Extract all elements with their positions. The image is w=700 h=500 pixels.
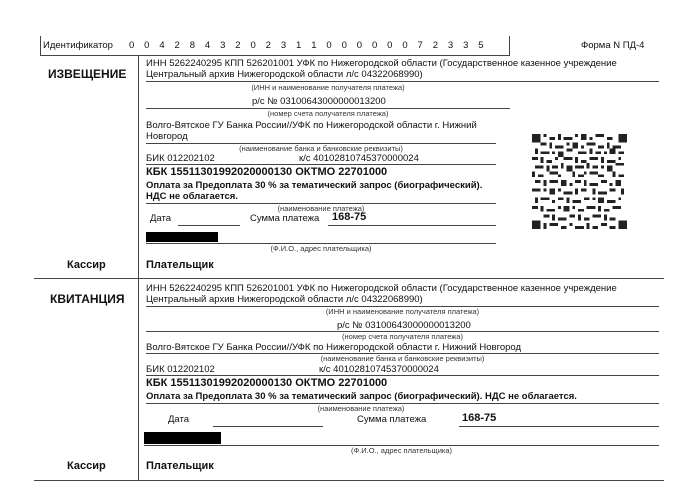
receipt-bik-underline bbox=[146, 375, 659, 376]
notice-purpose-caption: (наименование платежа) bbox=[277, 204, 365, 213]
notice-recipient-caption: (ИНН и наименование получателя платежа) bbox=[251, 83, 405, 92]
notice-sum-underline bbox=[328, 225, 496, 226]
identifier-digit: 5 bbox=[478, 40, 484, 51]
identifier-digit: 0 bbox=[387, 40, 393, 51]
receipt-recipient-line1: ИНН 5262240295 КПП 526201001 УФК по Нижегородской области (Государственное казенное учреждение bbox=[146, 283, 617, 294]
qr-code-icon bbox=[532, 134, 627, 229]
identifier-digit: 3 bbox=[280, 40, 287, 51]
receipt-payer-caption: (Ф.И.О., адрес плательщика) bbox=[350, 446, 453, 455]
receipt-account-caption: (номер счета получателя платежа) bbox=[342, 332, 463, 341]
notice-bik: БИК 012202102 bbox=[146, 153, 215, 164]
identifier-digit: 0 bbox=[402, 40, 408, 51]
receipt-sum-value: 168-75 bbox=[462, 412, 497, 424]
notice-recipient-underline bbox=[146, 81, 659, 82]
identifier-digit: 0 bbox=[371, 40, 378, 51]
notice-date-label: Дата bbox=[150, 213, 172, 224]
receipt-bank-caption: (наименование банка и банковские реквизиты) bbox=[320, 354, 485, 363]
notice-bank-line2: Новгород bbox=[146, 131, 188, 142]
receipt-recipient-caption: (ИНН и наименование получателя платежа) bbox=[325, 307, 480, 316]
identifier-digit: 0 bbox=[356, 40, 363, 51]
column-divider bbox=[138, 56, 139, 480]
notice-bank-line1: Волго-Вятское ГУ Банка России//УФК по Нижегородской области г. Нижний bbox=[146, 120, 477, 131]
receipt-kbk: КБК 15511301992020000130 ОКТМО 22701000 bbox=[146, 377, 388, 389]
notice-ks: к/с 40102810745370000024 bbox=[299, 153, 419, 164]
receipt-sum-underline bbox=[459, 426, 659, 427]
notice-date-field[interactable] bbox=[178, 225, 240, 226]
notice-cashier-label: Кассир bbox=[67, 259, 106, 271]
identifier-label: Идентификатор bbox=[43, 40, 113, 51]
notice-account: р/с № 03100643000000013200 bbox=[252, 96, 386, 107]
redacted-payer-name bbox=[144, 432, 221, 444]
receipt-bank-line1: Волго-Вятское ГУ Банка России//УФК по Нижегородской области г. Нижний Новгород bbox=[146, 342, 522, 353]
identifier-digit: 2 bbox=[174, 40, 180, 51]
identifier-digit: 1 bbox=[296, 40, 302, 51]
identifier-digit: 2 bbox=[432, 40, 438, 51]
notice-title: ИЗВЕЩЕНИЕ bbox=[48, 67, 127, 81]
notice-recipient-line2: Центральный архив Нижегородской области л/с 04322068990) bbox=[146, 69, 423, 80]
identifier-digit: 2 bbox=[235, 40, 241, 51]
notice-account-caption: (номер счета получателя платежа) bbox=[267, 109, 389, 118]
notice-bank-caption: (наименование банка и банковские реквизиты) bbox=[239, 144, 403, 153]
identifier-digit: 4 bbox=[204, 40, 211, 51]
identifier-digit: 3 bbox=[463, 40, 469, 51]
identifier-digit: 0 bbox=[326, 40, 332, 51]
identifier-digit: 0 bbox=[250, 40, 256, 51]
receipt-title: КВИТАНЦИЯ bbox=[50, 292, 125, 306]
notice-bik-underline bbox=[146, 164, 496, 165]
notice-purpose-line1: Оплата за Предоплата 30 % за тематический запрос (биографический). bbox=[146, 180, 483, 191]
notice-sum-value: 168-75 bbox=[332, 211, 367, 223]
redacted-payer-name bbox=[146, 232, 218, 242]
notice-sum-label: Сумма платежа bbox=[250, 213, 320, 224]
receipt-date-field[interactable] bbox=[213, 426, 323, 427]
receipt-purpose-line1: Оплата за Предоплата 30 % за тематический запрос (биографический). НДС не облагается. bbox=[146, 391, 577, 402]
receipt-sum-label: Сумма платежа bbox=[357, 414, 427, 425]
identifier-digit: 4 bbox=[159, 40, 165, 51]
section-separator bbox=[34, 278, 664, 279]
receipt-cashier-label: Кассир bbox=[67, 460, 106, 472]
notice-kbk: КБК 15511301992020000130 ОКТМО 22701000 bbox=[146, 166, 388, 178]
bottom-border bbox=[34, 480, 664, 481]
receipt-account: р/с № 03100643000000013200 bbox=[337, 320, 471, 331]
identifier-digits bbox=[124, 40, 489, 51]
identifier-digit: 3 bbox=[220, 40, 226, 51]
notice-recipient-line1: ИНН 5262240295 КПП 526201001 УФК по Нижегородской области (Государственное казенное учреждение bbox=[146, 58, 617, 69]
identifier-digit: 8 bbox=[189, 40, 195, 51]
identifier-digit: 3 bbox=[447, 40, 454, 51]
notice-purpose-line2: НДС не облагается. bbox=[146, 191, 238, 202]
identifier-digit: 7 bbox=[417, 40, 423, 51]
receipt-payer-label: Плательщик bbox=[146, 460, 214, 472]
identifier-digit: 1 bbox=[311, 40, 317, 51]
identifier-digit: 0 bbox=[341, 40, 347, 51]
receipt-ks: к/с 40102810745370000024 bbox=[319, 364, 439, 375]
receipt-purpose-caption: (наименование платежа) bbox=[317, 404, 405, 413]
form-name: Форма N ПД-4 bbox=[581, 40, 645, 51]
receipt-bik: БИК 012202102 bbox=[146, 364, 215, 375]
notice-payer-label: Плательщик bbox=[146, 259, 214, 271]
notice-payer-caption: (Ф.И.О., адрес плательщика) bbox=[270, 244, 372, 253]
identifier-digit: 0 bbox=[144, 40, 150, 51]
receipt-date-label: Дата bbox=[168, 414, 190, 425]
identifier-digit: 2 bbox=[265, 40, 271, 51]
receipt-recipient-line2: Центральный архив Нижегородской области л/с 04322068990) bbox=[146, 294, 423, 305]
identifier-digit: 0 bbox=[128, 40, 135, 51]
